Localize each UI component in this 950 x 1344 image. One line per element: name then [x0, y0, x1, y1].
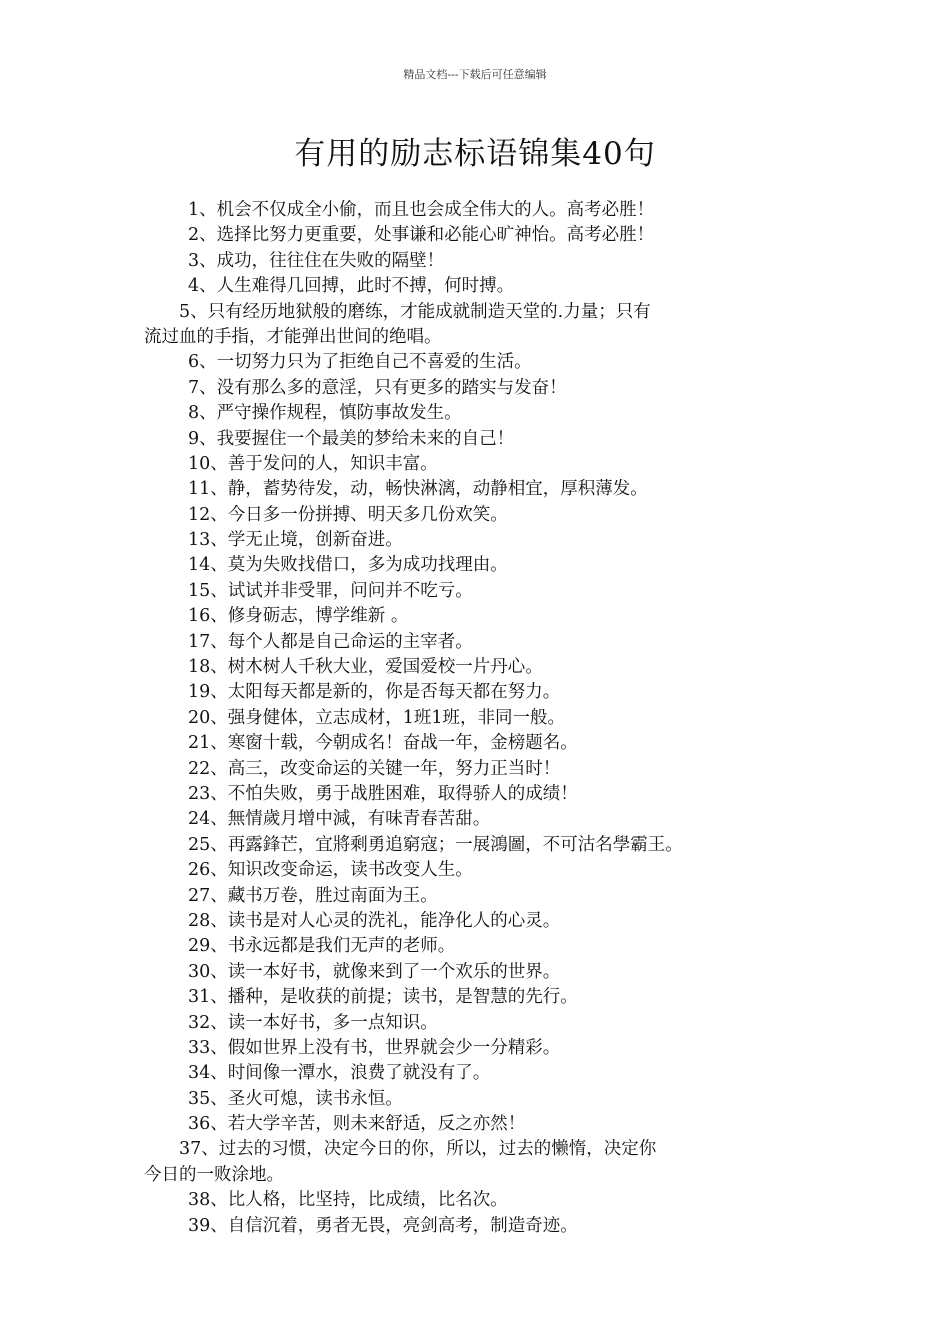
list-item: 18、树木树人千秋大业，爱国爱校一片丹心。	[188, 657, 543, 678]
list-item: 39、自信沉着，勇者无畏，亮剑高考，制造奇迹。	[188, 1215, 578, 1236]
list-item: 2、选择比努力更重要，处事谦和必能心旷神怡。高考必胜！	[188, 225, 655, 246]
list-item: 21、寒窗十载，今朝成名！奋战一年，金榜题名。	[188, 733, 578, 754]
list-item: 24、無情歲月增中減，有味青春苦甜。	[188, 809, 491, 830]
list-item: 3、成功，往往住在失败的隔壁！	[188, 250, 445, 271]
list-item: 22、高三，改变命运的关键一年，努力正当时！	[188, 758, 561, 779]
list-item: 14、莫为失败找借口，多为成功找理由。	[188, 555, 508, 576]
list-item: 27、藏书万卷，胜过南面为王。	[188, 885, 438, 906]
list-item: 35、圣火可熄，读书永恒。	[188, 1088, 403, 1109]
list-item: 29、书永远都是我们无声的老师。	[188, 936, 456, 957]
list-item: 17、每个人都是自己命运的主宰者。	[188, 631, 473, 652]
list-item: 38、比人格，比坚持，比成绩，比名次。	[188, 1190, 508, 1211]
list-item: 20、强身健体，立志成材，1班1班，非同一般。	[188, 707, 566, 728]
list-item: 9、我要握住一个最美的梦给未来的自己！	[188, 428, 515, 449]
list-item: 26、知识改变命运，读书改变人生。	[188, 860, 473, 881]
list-item: 8、严守操作规程，慎防事故发生。	[188, 403, 462, 424]
list-item: 34、时间像一潭水，浪费了就没有了。	[188, 1063, 491, 1084]
list-item: 23、不怕失败，勇于战胜困难，取得骄人的成绩！	[188, 783, 578, 804]
list-item: 36、若大学辛苦，则未来舒适，反之亦然！	[188, 1114, 526, 1135]
list-item-continuation: 流过血的手指，才能弹出世间的绝唱。	[144, 326, 442, 347]
list-item: 1、机会不仅成全小偷，而且也会成全伟大的人。高考必胜！	[188, 200, 655, 220]
list-item: 30、读一本好书，就像来到了一个欢乐的世界。	[188, 961, 561, 982]
list-item: 12、今日多一份拼搏、明天多几份欢笑。	[188, 504, 508, 525]
list-item: 7、没有那么多的意淫，只有更多的踏实与发奋！	[188, 377, 567, 398]
list-item: 32、读一本好书，多一点知识。	[188, 1012, 438, 1033]
list-item: 25、再露鋒芒，宜將剩勇追窮寇；一展鴻圖，不可沽名學霸王。	[188, 834, 683, 855]
document-title: 有用的励志标语锦集40句	[294, 136, 656, 172]
list-item: 15、试试并非受罪，问问并不吃亏。	[188, 580, 473, 601]
list-item: 37、过去的习惯，决定今日的你，所以，过去的懒惰，决定你	[179, 1139, 657, 1160]
list-item: 10、善于发问的人，知识丰富。	[188, 453, 438, 474]
list-item-continuation: 今日的一败涂地。	[144, 1164, 284, 1185]
list-item: 4、人生难得几回搏，此时不搏，何时搏。	[188, 276, 515, 297]
list-item: 5、只有经历地狱般的磨练，才能成就制造天堂的.力量；只有	[179, 301, 651, 322]
list-item: 31、播种，是收获的前提；读书，是智慧的先行。	[188, 987, 578, 1008]
list-item: 16、修身砺志，博学维新 。	[188, 606, 409, 627]
list-item: 33、假如世界上没有书，世界就会少一分精彩。	[188, 1037, 561, 1058]
slogan-list	[144, 198, 810, 1239]
list-item: 28、读书是对人心灵的洗礼，能净化人的心灵。	[188, 910, 561, 931]
list-item: 6、一切努力只为了拒绝自己不喜爱的生活。	[188, 352, 532, 373]
list-item: 13、学无止境，创新奋进。	[188, 530, 403, 551]
page-header-note: 精品文档---下载后可任意编辑	[403, 68, 547, 81]
list-item: 19、太阳每天都是新的，你是否每天都在努力。	[188, 682, 561, 703]
list-item: 11、静，蓄势待发，动，畅快淋漓，动静相宜，厚积薄发。	[188, 479, 648, 500]
